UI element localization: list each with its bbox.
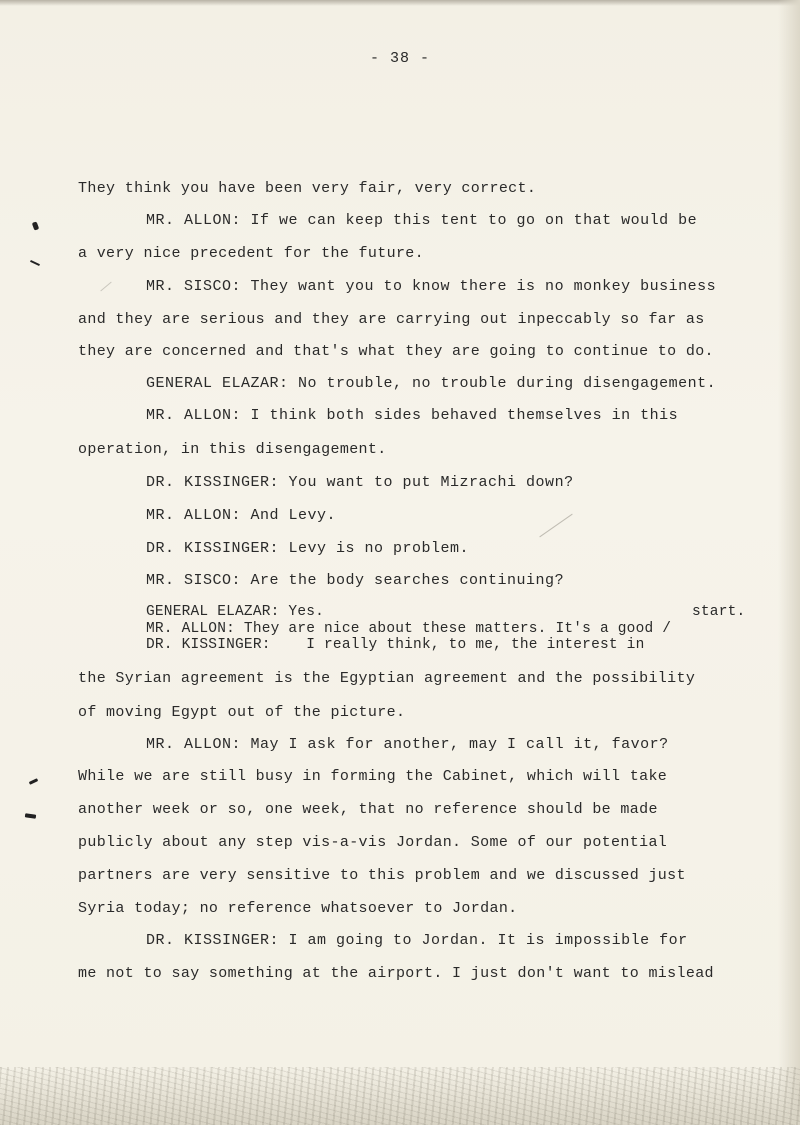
transcript-line: DR. KISSINGER: Levy is no problem. [146, 540, 470, 557]
transcript-line: they are concerned and that's what they are going to continue to do. [78, 343, 714, 360]
margin-pen-mark [25, 813, 36, 818]
transcript-line: publicly about any step vis-a-vis Jordan. Some of our potential [78, 834, 668, 851]
transcript-line: me not to say something at the airport. I just don't want to mislead [78, 965, 714, 982]
stray-scan-mark [100, 282, 111, 292]
transcript-line: operation, in this disengagement. [78, 441, 387, 458]
margin-pen-mark [32, 221, 39, 230]
transcript-line: DR. KISSINGER: You want to put Mizrachi down? [146, 474, 574, 491]
transcript-line: They think you have been very fair, very correct. [78, 180, 537, 197]
transcript-line: While we are still busy in forming the Cabinet, which will take [78, 768, 668, 785]
transcript-line: MR. ALLON: I think both sides behaved themselves in this [146, 407, 679, 424]
transcript-line: GENERAL ELAZAR: No trouble, no trouble during disengagement. [146, 375, 717, 392]
transcript-line: another week or so, one week, that no reference should be made [78, 801, 658, 818]
transcript-line: DR. KISSINGER: I really think, to me, the interest in [146, 637, 645, 653]
transcript-line: Syria today; no reference whatsoever to Jordan. [78, 900, 518, 917]
page-bottom-scan-noise [0, 1067, 800, 1125]
margin-pen-mark [29, 778, 38, 785]
page-right-edge [778, 0, 800, 1125]
page-top-edge [0, 0, 800, 6]
transcript-line: and they are serious and they are carrying out inpeccably so far as [78, 311, 705, 328]
transcript-line: DR. KISSINGER: I am going to Jordan. It is impossible for [146, 932, 688, 949]
transcript-line: MR. SISCO: Are the body searches continuing? [146, 572, 565, 589]
transcript-line: MR. ALLON: They are nice about these matters. It's a good / [146, 621, 672, 637]
transcript-line: GENERAL ELAZAR: Yes. [146, 604, 325, 620]
transcript-line: MR. SISCO: They want you to know there is no monkey business [146, 278, 717, 295]
transcript-line: of moving Egypt out of the picture. [78, 704, 406, 721]
transcript-line: the Syrian agreement is the Egyptian agreement and the possibility [78, 670, 696, 687]
transcript-line: partners are very sensitive to this problem and we discussed just [78, 867, 686, 884]
transcript-line: MR. ALLON: And Levy. [146, 507, 337, 524]
stray-scan-mark [539, 514, 572, 538]
transcript-line: a very nice precedent for the future. [78, 245, 425, 262]
margin-pen-mark [30, 260, 40, 266]
transcript-line: MR. ALLON: May I ask for another, may I call it, favor? [146, 736, 669, 753]
page-number: - 38 - [369, 50, 430, 67]
transcript-line: MR. ALLON: If we can keep this tent to go on that would be [146, 212, 698, 229]
inserted-word: start. [692, 604, 746, 620]
